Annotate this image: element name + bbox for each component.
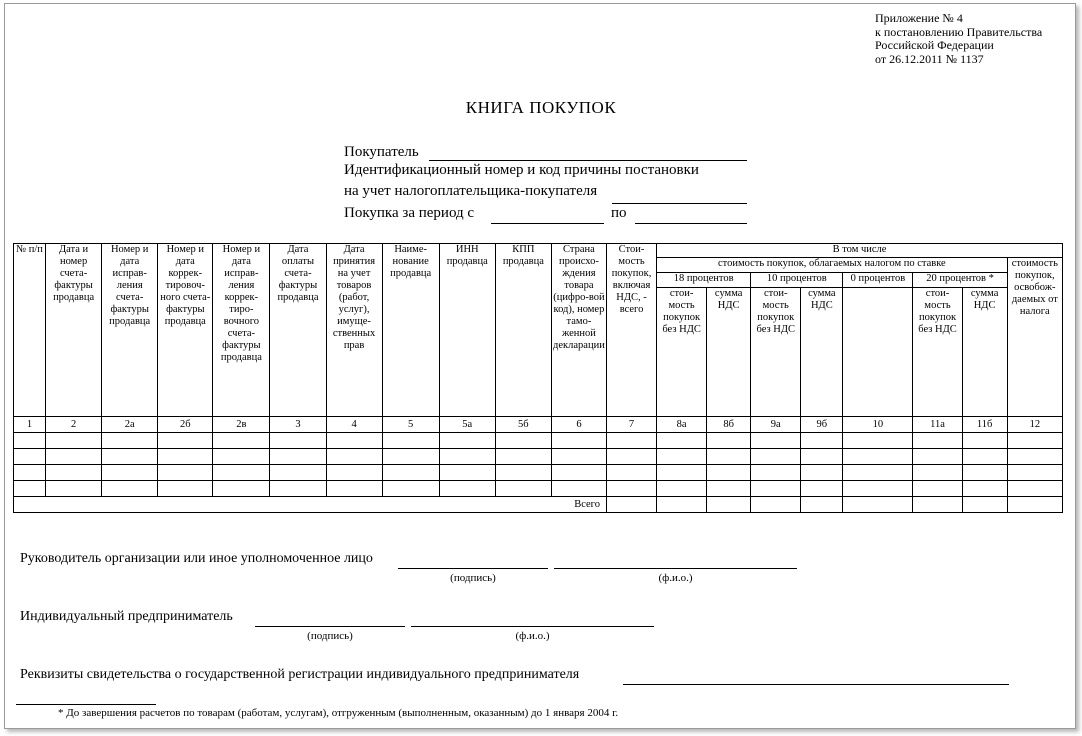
table-row [14,481,1063,497]
table-cell[interactable] [801,465,843,481]
head-name-field[interactable] [554,568,797,569]
table-cell[interactable] [657,465,707,481]
appendix-line: к постановлению Правительства [875,24,1043,39]
ip-signature-label: Индивидуальный предприниматель [20,609,233,624]
table-cell[interactable] [14,465,46,481]
column-number: 10 [843,417,913,433]
ip-name-caption: (ф.и.о.) [515,630,550,642]
table-cell[interactable] [707,449,751,465]
column-number: 5 [382,417,439,433]
table-cell[interactable] [843,449,913,465]
header-col-2a: Номер и дата исправ-ления счета-фактуры продавца [102,244,158,417]
table-cell[interactable] [326,465,382,481]
table-cell[interactable] [213,449,270,465]
table-cell[interactable] [962,449,1007,465]
total-cell[interactable] [606,497,656,513]
table-cell[interactable] [657,481,707,497]
table-cell[interactable] [46,433,102,449]
head-name-caption: (ф.и.о.) [658,572,693,584]
table-cell[interactable] [213,481,270,497]
period-to-label: по [611,205,627,221]
table-cell[interactable] [843,481,913,497]
table-cell[interactable] [495,481,551,497]
table-cell[interactable] [326,433,382,449]
table-cell[interactable] [46,481,102,497]
table-cell[interactable] [46,449,102,465]
header-col-2: Дата и номер счета-фактуры продавца [46,244,102,417]
header-taxed-group: стоимость покупок, облагаемых налогом по ставке [657,258,1008,273]
table-cell[interactable] [439,481,495,497]
table-cell[interactable] [843,433,913,449]
table-cell[interactable] [326,449,382,465]
table-cell[interactable] [751,481,801,497]
header-col-1: № п/п [14,244,46,417]
column-number: 6 [551,417,606,433]
table-cell[interactable] [707,481,751,497]
head-signature-field[interactable] [398,568,548,569]
column-number: 4 [326,417,382,433]
header-including: В том числе [657,244,1063,258]
table-cell[interactable] [751,433,801,449]
column-number: 11а [913,417,962,433]
header-col-9b: сумма НДС [801,288,843,417]
table-cell[interactable] [495,433,551,449]
column-number: 11б [962,417,1007,433]
appendix-line: Приложение № 4 [875,11,963,25]
table-cell[interactable] [913,449,962,465]
total-label: Всего [14,497,607,513]
table-row [14,465,1063,481]
column-number: 5б [495,417,551,433]
table-cell[interactable] [751,465,801,481]
total-cell[interactable] [657,497,707,513]
table-cell[interactable] [382,465,439,481]
inn-kpp-label-2: на учет налогоплательщика-покупателя [344,183,598,199]
header-col-11b: сумма НДС [962,288,1007,417]
header-col-5a: ИНН продавца [439,244,495,417]
document-title: КНИГА ПОКУПОК [465,98,617,117]
purchase-book-table [13,243,1063,513]
table-cell[interactable] [270,481,326,497]
table-cell[interactable] [158,465,213,481]
header-col-3: Дата оплаты счета-фактуры продавца [270,244,326,417]
table-cell[interactable] [1007,481,1062,497]
table-cell[interactable] [913,481,962,497]
table-cell[interactable] [707,433,751,449]
table-cell[interactable] [382,449,439,465]
period-from-field[interactable] [491,223,604,224]
appendix-note [875,12,1042,66]
table-cell[interactable] [913,465,962,481]
header-col-6: Страна происхо-ждения товара (цифро-вой код), номер тамо-женной декларации [551,244,606,417]
period-to-field[interactable] [635,223,747,224]
table-cell[interactable] [606,481,656,497]
table-cell[interactable] [213,465,270,481]
table-cell[interactable] [14,481,46,497]
total-cell[interactable] [913,497,962,513]
requisites-field[interactable] [623,684,1009,685]
table-cell[interactable] [102,465,158,481]
table-cell[interactable] [270,433,326,449]
column-number: 8а [657,417,707,433]
column-number: 9б [801,417,843,433]
ip-signature-caption: (подпись) [307,630,353,642]
ip-signature-field[interactable] [255,626,405,627]
table-cell[interactable] [382,433,439,449]
appendix-line: от 26.12.2011 № 1137 [875,51,984,66]
inn-kpp-field[interactable] [612,203,747,204]
table-cell[interactable] [102,433,158,449]
total-cell[interactable] [801,497,843,513]
footnote: * До завершения расчетов по товарам (работам, услугам), отгруженным (выполненным, оказанным) до 1 января 2004 г. [58,707,619,719]
table-cell[interactable] [495,449,551,465]
column-number: 3 [270,417,326,433]
table-cell[interactable] [495,465,551,481]
table-cell[interactable] [801,449,843,465]
column-number-row [14,417,1063,433]
table-cell[interactable] [270,449,326,465]
table-cell[interactable] [606,433,656,449]
header-col-2v: Номер и дата исправ-ления коррек-тиро-вочного счета-фактуры продавца [213,244,270,417]
header-col-2b: Номер и дата коррек-тировоч-ного счета-фактуры продавца [158,244,213,417]
total-cell[interactable] [843,497,913,513]
column-number: 1 [14,417,46,433]
table-cell[interactable] [962,433,1007,449]
table-cell[interactable] [551,465,606,481]
header-col-8b: сумма НДС [707,288,751,417]
table-row [14,449,1063,465]
table-cell[interactable] [801,481,843,497]
total-cell[interactable] [707,497,751,513]
header-rate-18: 18 процентов [657,273,751,288]
header-rate-0: 0 процентов [843,273,913,288]
table-cell[interactable] [606,449,656,465]
table-cell[interactable] [1007,465,1062,481]
table-cell[interactable] [158,433,213,449]
column-number: 7 [606,417,656,433]
column-number: 12 [1007,417,1062,433]
table-cell[interactable] [551,449,606,465]
requisites-label: Реквизиты свидетельства о государственной регистрации индивидуального предпринимателя [20,667,580,682]
table-body [14,433,1063,497]
table-cell[interactable] [14,433,46,449]
inn-kpp-label-1: Идентификационный номер и код причины постановки [344,162,699,178]
table-cell[interactable] [1007,433,1062,449]
table-cell[interactable] [382,481,439,497]
header-col-7: Стои-мость покупок, включая НДС, - всего [606,244,656,417]
table-cell[interactable] [751,449,801,465]
table-cell[interactable] [801,433,843,449]
column-number: 5а [439,417,495,433]
table-cell[interactable] [1007,449,1062,465]
table-cell[interactable] [962,465,1007,481]
table-cell[interactable] [158,449,213,465]
table-cell[interactable] [439,465,495,481]
table-cell[interactable] [326,481,382,497]
table-row [14,433,1063,449]
table-cell[interactable] [439,433,495,449]
column-number: 8б [707,417,751,433]
table-cell[interactable] [46,465,102,481]
column-number: 9а [751,417,801,433]
table-cell[interactable] [158,481,213,497]
column-number: 2 [46,417,102,433]
total-cell[interactable] [962,497,1007,513]
table-cell[interactable] [102,449,158,465]
table-cell[interactable] [270,465,326,481]
column-number: 2б [158,417,213,433]
head-signature-label: Руководитель организации или иное уполномоченное лицо [20,551,373,566]
header-col-12: стоимость покупок, освобож-даемых от налога [1007,258,1062,417]
header-col-5b: КПП продавца [495,244,551,417]
table-cell[interactable] [213,433,270,449]
header-col-5: Наиме-нование продавца [382,244,439,417]
header-col-10 [843,288,913,417]
table-cell[interactable] [551,433,606,449]
column-number: 2а [102,417,158,433]
ip-name-field[interactable] [411,626,654,627]
total-cell[interactable] [1007,497,1062,513]
table-cell[interactable] [14,449,46,465]
total-cell[interactable] [751,497,801,513]
header-col-9a: стои-мость покупок без НДС [751,288,801,417]
appendix-line: Российской Федерации [875,38,994,52]
table-cell[interactable] [657,449,707,465]
header-rate-20: 20 процентов * [913,273,1007,288]
table-cell[interactable] [913,433,962,449]
header-col-11a: стои-мость покупок без НДС [913,288,962,417]
header-col-8a: стои-мость покупок без НДС [657,288,707,417]
table-cell[interactable] [551,481,606,497]
footnote-divider [16,704,156,705]
header-rate-10: 10 процентов [751,273,843,288]
table-cell[interactable] [102,481,158,497]
period-label: Покупка за период с [344,205,475,221]
table-cell[interactable] [657,433,707,449]
head-signature-caption: (подпись) [450,572,496,584]
column-number: 2в [213,417,270,433]
table-cell[interactable] [962,481,1007,497]
table-cell[interactable] [707,465,751,481]
table-cell[interactable] [439,449,495,465]
table-cell[interactable] [843,465,913,481]
table-cell[interactable] [606,465,656,481]
buyer-label: Покупатель [344,144,419,160]
header-col-4: Дата принятия на учет товаров (работ, услуг), имуще-ственных прав [326,244,382,417]
